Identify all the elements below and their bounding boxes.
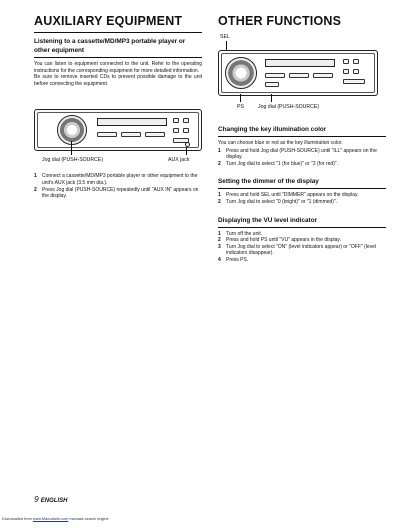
step-number: 1	[218, 147, 221, 154]
step-number: 2	[218, 237, 221, 244]
step	[218, 257, 386, 264]
step	[218, 231, 386, 238]
intro-text: You can listen to equipment connected to the unit. Refer to the operating instructions for the corresponding equipment for more detailed information.	[34, 61, 202, 74]
callout-jog-dial: Jog dial (PUSH-SOURCE)	[258, 104, 320, 110]
aux-steps	[34, 173, 202, 199]
illumination-steps	[218, 148, 386, 168]
step-text: Press and hold PS until "VU" appears in the display.	[226, 237, 341, 244]
callout-sel: SEL	[220, 34, 230, 40]
step	[218, 244, 386, 257]
step-number: 1	[218, 192, 221, 199]
step-number: 2	[218, 198, 221, 205]
callout-aux-jack: AUX jack	[168, 157, 190, 164]
step-text: Press PS.	[226, 256, 249, 263]
step-text: Press and hold Jog dial (PUSH-SOURCE) until "ILL" appears on the display.	[226, 147, 377, 161]
head-unit-figure-right	[218, 32, 386, 114]
caution-text: Be sure to remove inserted CDs to prevent possible damage to the unit before connecting the equipment.	[34, 74, 202, 87]
step-number: 2	[34, 186, 37, 193]
page-title-other-functions: OTHER FUNCTIONS	[218, 14, 342, 28]
step	[218, 237, 386, 244]
display-window	[265, 59, 335, 67]
step-number: 1	[34, 173, 37, 180]
ps-button-icon	[265, 82, 279, 87]
right-column	[218, 14, 386, 264]
step-text: Turn Jog dial to select "1 (for blue)" or "2 (for red)".	[226, 160, 338, 167]
step	[218, 161, 386, 168]
step-number: 3	[218, 243, 221, 250]
step-number: 2	[218, 160, 221, 167]
section-title-vu-level: Displaying the VU level indicator	[218, 215, 386, 228]
dimmer-steps	[218, 192, 386, 205]
step-text: Turn Jog dial to select "0 (bright)" or "1 (dimmed)".	[226, 198, 338, 205]
vu-steps	[218, 231, 386, 264]
callout-jog-dial: Jog dial (PUSH-SOURCE)	[42, 157, 104, 164]
display-window	[97, 118, 167, 126]
language-label: ENGLISH	[40, 498, 68, 504]
jog-dial-icon	[225, 57, 257, 89]
head-unit-illustration	[34, 109, 202, 151]
callout-ps: PS	[237, 104, 244, 110]
step	[218, 199, 386, 206]
step	[34, 187, 202, 200]
section-title-key-illumination: Changing the key illumination color	[218, 124, 386, 137]
step-text: Press and hold SEL until "DIMMER" appears on the display.	[226, 192, 359, 199]
section-intro: You can choose blue or red as the key illumination color.	[218, 140, 343, 146]
step-text: Press Jog dial (PUSH-SOURCE) repeatedly until "AUX IN" appears on the display.	[42, 186, 199, 200]
step-text: Turn off the unit.	[226, 230, 263, 237]
step	[34, 173, 202, 186]
step-text: Connect a cassette/MD/MP3 portable player or other equipment to the unit's AUX jack (3.5 mm dia.).	[42, 173, 198, 186]
divider	[34, 32, 202, 33]
step-number: 1	[218, 230, 221, 237]
section-title-dimmer: Setting the dimmer of the display	[218, 176, 386, 189]
step-text: Turn Jog dial to select "ON" (level indicators appear) or "OFF" (level indicators disappear).	[226, 243, 377, 257]
download-suffix: manuals search engine	[69, 517, 109, 521]
left-column	[34, 14, 202, 200]
step-number: 4	[218, 256, 221, 263]
page-number: 9	[34, 494, 39, 504]
step	[218, 192, 386, 199]
page-footer	[34, 494, 67, 504]
head-unit-figure-left	[34, 109, 202, 167]
page-title-auxiliary: AUXILIARY EQUIPMENT	[34, 14, 183, 28]
head-unit-illustration	[218, 50, 378, 96]
step	[218, 148, 386, 161]
download-site-link[interactable]: www.Manualslib.com	[32, 517, 69, 521]
download-prefix: Downloaded from	[2, 517, 32, 521]
section-title-listening: Listening to a cassette/MD/MP3 portable player or other equipment	[34, 36, 202, 58]
download-footer	[2, 517, 109, 521]
